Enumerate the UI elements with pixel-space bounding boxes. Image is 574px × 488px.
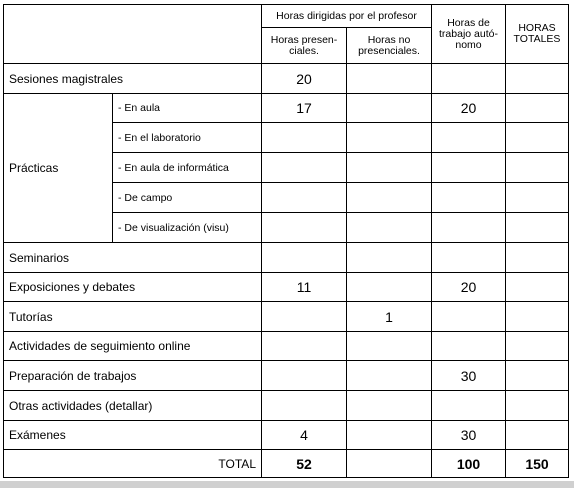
autonomo-cell <box>432 153 506 183</box>
bottom-bar <box>0 481 574 488</box>
total-cell <box>506 64 569 94</box>
autonomo-cell <box>432 183 506 213</box>
presenciales-cell <box>262 243 347 273</box>
total-cell <box>506 213 569 243</box>
table-row <box>4 332 569 361</box>
row-label: - En el laboratorio <box>113 123 262 153</box>
total-cell <box>506 183 569 213</box>
presenciales-cell <box>262 332 347 361</box>
autonomo-cell <box>432 213 506 243</box>
autonomo-cell <box>432 332 506 361</box>
presenciales-cell: 20 <box>262 64 347 94</box>
no-presenciales-cell <box>347 391 432 421</box>
autonomo-cell: 20 <box>432 94 506 123</box>
presenciales-cell <box>262 123 347 153</box>
total-cell <box>506 123 569 153</box>
no-presenciales-cell <box>347 421 432 450</box>
table-row <box>4 391 569 421</box>
no-presenciales-cell <box>347 332 432 361</box>
total-cell <box>506 332 569 361</box>
table-row <box>4 421 569 450</box>
autonomo-cell: 30 <box>432 421 506 450</box>
header-no-presenciales-cell: Horas no presenciales. <box>347 28 432 64</box>
row-label: Preparación de trabajos <box>4 361 262 391</box>
header-blank-cell <box>4 5 262 64</box>
total-cell <box>506 94 569 123</box>
row-label: Exámenes <box>4 421 262 450</box>
no-presenciales-cell <box>347 183 432 213</box>
no-presenciales-cell <box>347 361 432 391</box>
total-no-presenciales-cell <box>347 450 432 478</box>
header-presenciales-cell: Horas presen- ciales. <box>262 28 347 64</box>
row-label: Actividades de seguimiento online <box>4 332 262 361</box>
header-autonomo-cell: Horas de trabajo autó- nomo <box>432 5 506 64</box>
autonomo-cell <box>432 302 506 332</box>
table-row <box>4 361 569 391</box>
row-label: - En aula <box>113 94 262 123</box>
total-presenciales-cell: 52 <box>262 450 347 478</box>
autonomo-cell <box>432 64 506 94</box>
no-presenciales-cell <box>347 243 432 273</box>
presenciales-cell: 17 <box>262 94 347 123</box>
total-autonomo-cell: 100 <box>432 450 506 478</box>
total-cell <box>506 391 569 421</box>
autonomo-cell <box>432 123 506 153</box>
header-totales-cell: HORAS TOTALES <box>506 5 569 64</box>
presenciales-cell <box>262 361 347 391</box>
autonomo-cell <box>432 391 506 421</box>
header-row-1 <box>4 5 569 28</box>
total-label: TOTAL <box>4 450 262 478</box>
presenciales-cell <box>262 213 347 243</box>
presenciales-cell <box>262 183 347 213</box>
autonomo-cell <box>432 243 506 273</box>
no-presenciales-cell <box>347 273 432 302</box>
autonomo-cell: 20 <box>432 273 506 302</box>
total-cell <box>506 273 569 302</box>
no-presenciales-cell <box>347 123 432 153</box>
row-label: Exposiciones y debates <box>4 273 262 302</box>
total-cell <box>506 153 569 183</box>
no-presenciales-cell <box>347 94 432 123</box>
row-label: Tutorías <box>4 302 262 332</box>
total-row <box>4 450 569 478</box>
table-row <box>4 273 569 302</box>
no-presenciales-cell <box>347 153 432 183</box>
presenciales-cell: 11 <box>262 273 347 302</box>
row-label: Otras actividades (detallar) <box>4 391 262 421</box>
table-row <box>4 64 569 94</box>
total-cell <box>506 302 569 332</box>
total-cell <box>506 243 569 273</box>
presenciales-cell <box>262 302 347 332</box>
row-label: - De campo <box>113 183 262 213</box>
presenciales-cell: 4 <box>262 421 347 450</box>
no-presenciales-cell: 1 <box>347 302 432 332</box>
grand-total-cell: 150 <box>506 450 569 478</box>
presenciales-cell <box>262 391 347 421</box>
row-label: Seminarios <box>4 243 262 273</box>
table-row <box>4 243 569 273</box>
row-label: Sesiones magistrales <box>4 64 262 94</box>
no-presenciales-cell <box>347 64 432 94</box>
table-row <box>4 94 569 123</box>
row-label: - De visualización (visu) <box>113 213 262 243</box>
hours-table <box>3 4 569 478</box>
header-group-cell: Horas dirigidas por el profesor <box>262 5 432 28</box>
autonomo-cell: 30 <box>432 361 506 391</box>
no-presenciales-cell <box>347 213 432 243</box>
total-cell <box>506 421 569 450</box>
row-label: - En aula de informática <box>113 153 262 183</box>
presenciales-cell <box>262 153 347 183</box>
table-row <box>4 302 569 332</box>
total-cell <box>506 361 569 391</box>
practicas-label: Prácticas <box>4 94 113 243</box>
